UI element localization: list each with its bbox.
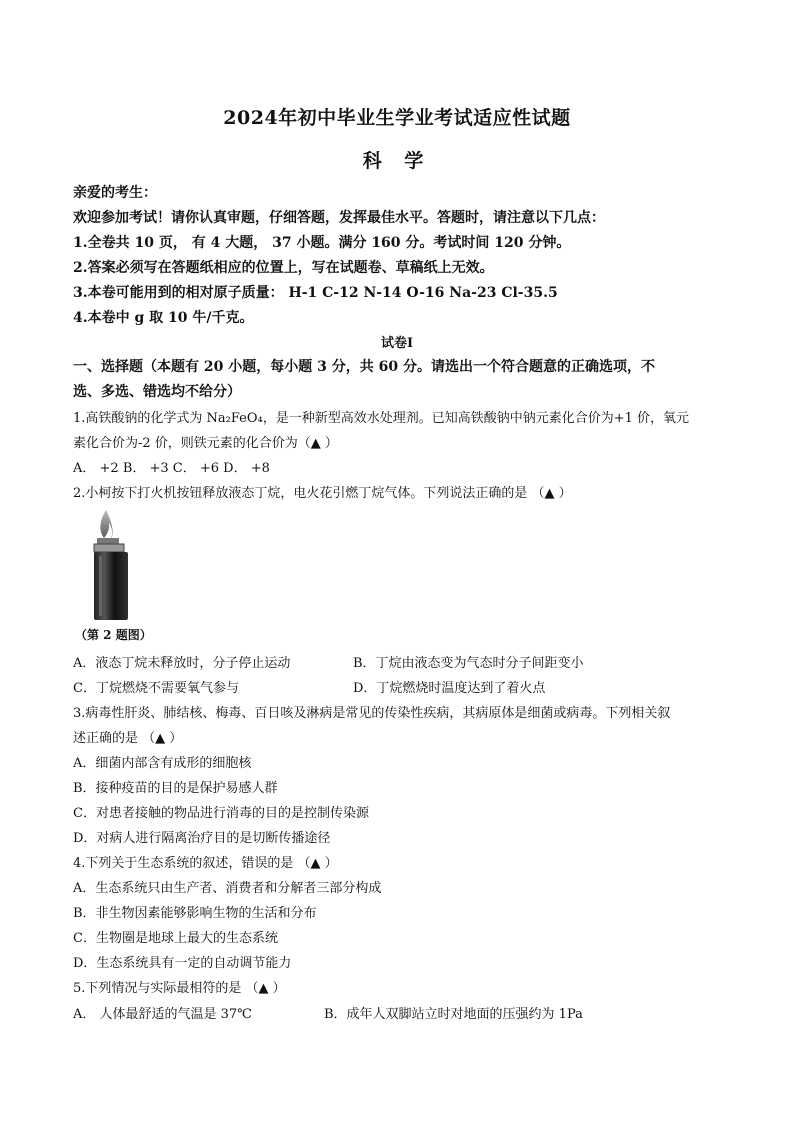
q1-stem-line-1: 1.高铁酸钠的化学式为 Na₂FeO₄，是一种新型高效水处理剂。已知高铁酸钠中钠元素化合价为+1 价，氧元 bbox=[73, 411, 690, 426]
notice-intro: 欢迎参加考试！请你认真审题，仔细答题，发挥最佳水平。答题时，请注意以下几点： bbox=[73, 210, 605, 226]
notice-item-2: 2.答案必须写在答题纸相应的位置上，写在试题卷、草稿纸上无效。 bbox=[73, 260, 494, 276]
q4-option-a: A．生态系统只由生产者、消费者和分解者三部分构成 bbox=[73, 881, 382, 896]
q3-option-a: A．细菌内部含有成形的细胞核 bbox=[73, 756, 252, 771]
notice-item-1: 1.全卷共 10 页， 有 4 大题， 37 小题。满分 160 分。考试时间 120 分钟。 bbox=[73, 235, 571, 251]
lighter-icon bbox=[80, 508, 136, 622]
q3-option-b: B．接种疫苗的目的是保护易感人群 bbox=[73, 781, 278, 796]
q1-options: A． +2 B． +3 C． +6 D． +8 bbox=[73, 461, 270, 476]
notice-item-3: 3.本卷可能用到的相对原子质量： H-1 C-12 N-14 O-16 Na-23 Cl-35.5 bbox=[73, 285, 558, 301]
section-heading-line-2: 选、多选、错选均不给分） bbox=[73, 384, 241, 400]
q4-option-b: B．非生物因素能够影响生物的生活和分布 bbox=[73, 906, 317, 921]
q2-option-c: C．丁烷燃烧不需要氧气参与 bbox=[73, 681, 239, 696]
q4-option-c: C．生物圈是地球上最大的生态系统 bbox=[73, 931, 278, 946]
q2-option-d: D．丁烷燃烧时温度达到了着火点 bbox=[353, 681, 546, 696]
q3-option-c: C．对患者接触的物品进行消毒的目的是控制传染源 bbox=[73, 806, 369, 821]
q4-stem: 4.下列关于生态系统的叙述，错误的是 （▲ ） bbox=[73, 856, 338, 871]
subject-title: 科 学 bbox=[362, 150, 432, 172]
lighter-figure bbox=[80, 508, 136, 622]
q2-option-b: B．丁烷由液态变为气态时分子间距变小 bbox=[353, 656, 584, 671]
q1-stem-line-2: 素化合价为-2 价，则铁元素的化合价为（▲ ） bbox=[73, 436, 338, 451]
q3-stem-line-1: 3.病毒性肝炎、肺结核、梅毒、百日咳及淋病是常见的传染性疾病，其病原体是细菌或病毒。下列相关叙 bbox=[73, 706, 671, 721]
notice-item-4: 4.本卷中 g 取 10 牛/千克。 bbox=[73, 310, 254, 326]
notice-greeting: 亲爱的考生： bbox=[73, 185, 157, 201]
section-heading-line-1: 一、选择题（本题有 20 小题，每小题 3 分，共 60 分。请选出一个符合题意的正确选项，不 bbox=[73, 359, 655, 375]
q2-figure-caption: （第 2 题图） bbox=[75, 628, 152, 642]
q3-stem-line-2: 述正确的是 （▲ ） bbox=[73, 731, 183, 746]
exam-title: 2024年初中毕业生学业考试适应性试题 bbox=[223, 107, 571, 129]
q5-stem: 5.下列情况与实际最相符的是 （▲ ） bbox=[73, 981, 286, 996]
q5-option-b: B．成年人双脚站立时对地面的压强约为 1Pa bbox=[324, 1007, 583, 1022]
q4-option-d: D．生态系统具有一定的自动调节能力 bbox=[73, 956, 292, 971]
q2-option-a: A．液态丁烷未释放时，分子停止运动 bbox=[73, 656, 291, 671]
q3-option-d: D．对病人进行隔离治疗目的是切断传播途径 bbox=[73, 831, 331, 846]
q5-option-a: A． 人体最舒适的气温是 37℃ bbox=[73, 1007, 252, 1022]
q2-stem: 2.小柯按下打火机按钮释放液态丁烷，电火花引燃丁烷气体。下列说法正确的是 （▲ ） bbox=[73, 486, 572, 501]
paper-label: 试卷Ⅰ bbox=[380, 336, 414, 351]
